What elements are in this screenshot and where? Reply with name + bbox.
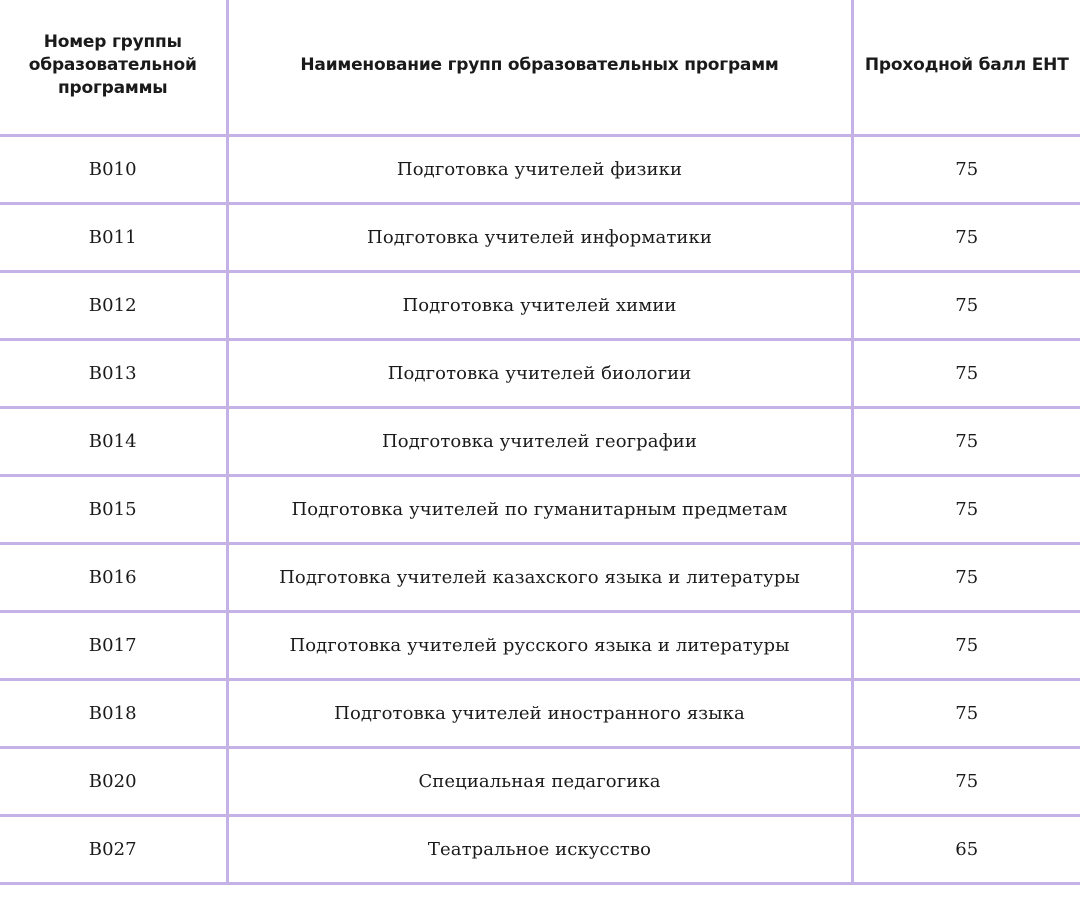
cell-group-name: Театральное искусство	[227, 816, 852, 884]
table-row	[0, 136, 1080, 204]
cell-group-name: Подготовка учителей химии	[227, 272, 852, 340]
table-row	[0, 680, 1080, 748]
table-row	[0, 408, 1080, 476]
cell-group-code: В020	[0, 748, 227, 816]
table-row	[0, 612, 1080, 680]
cell-passing-score: 75	[852, 136, 1080, 204]
table-header	[0, 0, 1080, 136]
cell-passing-score: 75	[852, 408, 1080, 476]
cell-passing-score: 65	[852, 816, 1080, 884]
table-row	[0, 204, 1080, 272]
table-row	[0, 544, 1080, 612]
cell-group-code: В027	[0, 816, 227, 884]
cell-passing-score: 75	[852, 340, 1080, 408]
cell-group-code: В014	[0, 408, 227, 476]
header-group-name: Наименование групп образовательных программ	[227, 0, 852, 136]
header-group-number: Номер группы образовательной программы	[0, 0, 227, 136]
header-row	[0, 0, 1080, 136]
table-row	[0, 816, 1080, 884]
table-row	[0, 476, 1080, 544]
header-passing-score: Проходной балл ЕНТ	[852, 0, 1080, 136]
cell-group-name: Подготовка учителей русского языка и литературы	[227, 612, 852, 680]
cell-group-code: В016	[0, 544, 227, 612]
table-row	[0, 340, 1080, 408]
cell-passing-score: 75	[852, 272, 1080, 340]
table-body	[0, 136, 1080, 884]
cell-passing-score: 75	[852, 204, 1080, 272]
cell-group-name: Подготовка учителей иностранного языка	[227, 680, 852, 748]
cell-group-name: Подготовка учителей казахского языка и литературы	[227, 544, 852, 612]
cell-group-code: В012	[0, 272, 227, 340]
cell-group-name: Подготовка учителей по гуманитарным предметам	[227, 476, 852, 544]
table-row	[0, 272, 1080, 340]
cell-group-code: В013	[0, 340, 227, 408]
cell-group-code: В017	[0, 612, 227, 680]
cell-group-name: Подготовка учителей информатики	[227, 204, 852, 272]
cell-passing-score: 75	[852, 612, 1080, 680]
table-row	[0, 748, 1080, 816]
cell-group-code: В011	[0, 204, 227, 272]
cell-passing-score: 75	[852, 476, 1080, 544]
cell-passing-score: 75	[852, 544, 1080, 612]
cell-passing-score: 75	[852, 680, 1080, 748]
cell-passing-score: 75	[852, 748, 1080, 816]
cell-group-code: В018	[0, 680, 227, 748]
cell-group-name: Специальная педагогика	[227, 748, 852, 816]
cell-group-name: Подготовка учителей географии	[227, 408, 852, 476]
cell-group-name: Подготовка учителей биологии	[227, 340, 852, 408]
cell-group-name: Подготовка учителей физики	[227, 136, 852, 204]
cell-group-code: В010	[0, 136, 227, 204]
cell-group-code: В015	[0, 476, 227, 544]
